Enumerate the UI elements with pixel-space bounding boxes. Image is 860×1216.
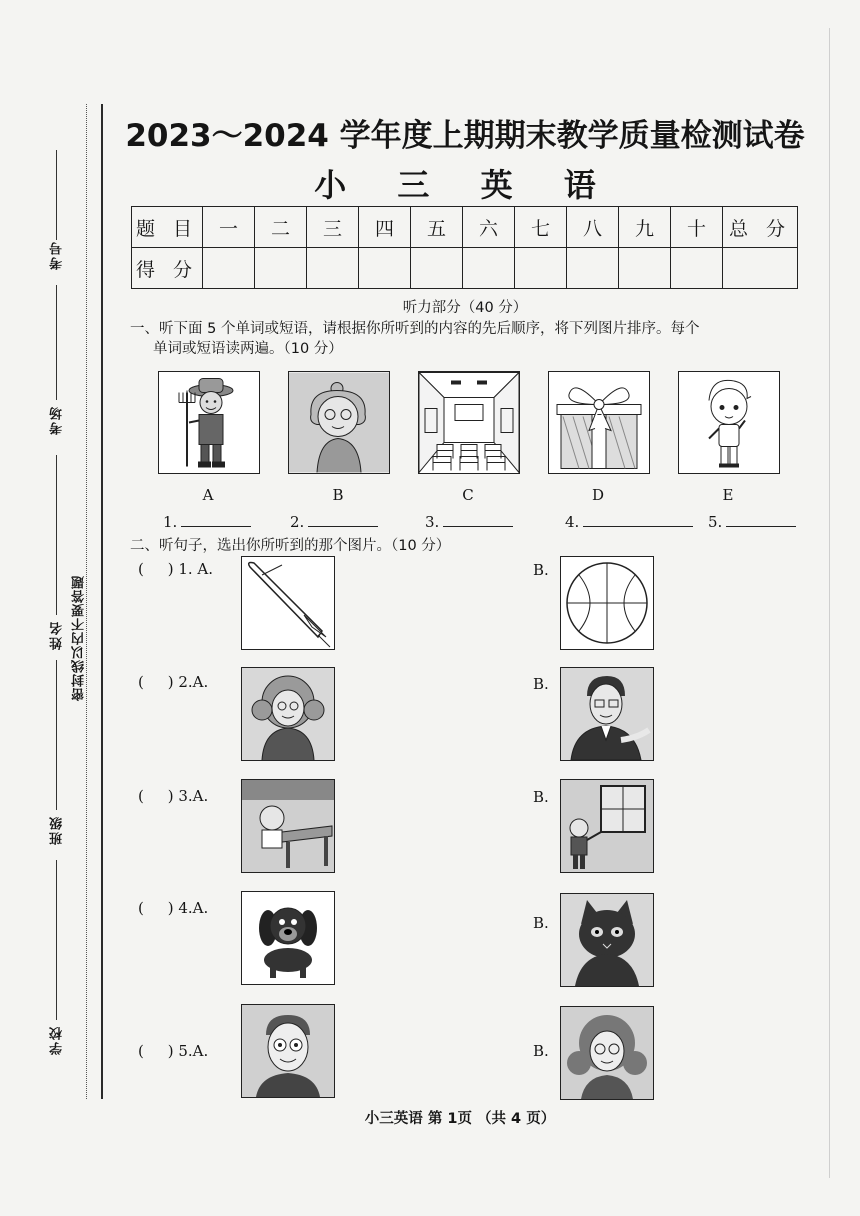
- exam-room-line: [56, 285, 57, 400]
- boy-at-desk-icon[interactable]: [241, 779, 335, 873]
- score-col: 六: [463, 207, 515, 248]
- score-col: 八: [567, 207, 619, 248]
- score-total-cell[interactable]: [723, 248, 798, 289]
- score-cell[interactable]: [463, 248, 515, 289]
- section1-instruction-line2: 单词或短语读两遍。（10 分）: [153, 341, 343, 357]
- score-cell[interactable]: [255, 248, 307, 289]
- score-col: 五: [411, 207, 463, 248]
- farmer-icon: [158, 371, 260, 474]
- order-blank-3[interactable]: 3.: [425, 512, 513, 531]
- score-cell[interactable]: [671, 248, 723, 289]
- boy-icon: [678, 371, 780, 474]
- exam-title: 2023～2024 学年度上期期末教学质量检测试卷: [125, 118, 805, 154]
- order-blank-4[interactable]: 4.: [565, 512, 693, 531]
- score-col: 九: [619, 207, 671, 248]
- score-col: 二: [255, 207, 307, 248]
- page-edge: [829, 28, 830, 1178]
- school-line: [56, 860, 57, 1020]
- grandmother-icon: [288, 371, 390, 474]
- score-cell[interactable]: [567, 248, 619, 289]
- exam-no-line: [56, 150, 57, 240]
- section1-instruction-line1: 一、听下面 5 个单词或短语，请根据你所听到的内容的先后顺序，将下列图片排序。每个: [130, 321, 700, 337]
- name-line: [56, 455, 57, 615]
- score-cell[interactable]: [203, 248, 255, 289]
- class-line: [56, 660, 57, 810]
- question-2-option-b: B.: [533, 675, 549, 693]
- picture-letter-b: B: [332, 486, 344, 504]
- cat-icon[interactable]: [560, 893, 654, 987]
- score-col: 一: [203, 207, 255, 248]
- page-footer: 小三英语 第 1页 （共 4 页）: [364, 1111, 556, 1127]
- binding-line: [101, 104, 103, 1099]
- score-col: 十: [671, 207, 723, 248]
- score-col: 七: [515, 207, 567, 248]
- score-col: 四: [359, 207, 411, 248]
- picture-letter-a: A: [202, 486, 214, 504]
- score-cell[interactable]: [411, 248, 463, 289]
- picture-letter-d: D: [591, 486, 605, 504]
- question-2-label: ( ) 2.A.: [138, 673, 209, 691]
- question-4-label: ( ) 4.A.: [138, 899, 209, 917]
- picture-letter-e: E: [722, 486, 734, 504]
- score-cell[interactable]: [515, 248, 567, 289]
- question-3-option-b: B.: [533, 788, 549, 806]
- score-table: [131, 206, 798, 289]
- woman-icon[interactable]: [241, 667, 335, 761]
- score-row-label: 得 分: [132, 248, 203, 289]
- question-4-option-b: B.: [533, 914, 549, 932]
- question-3-label: ( ) 3.A.: [138, 787, 209, 805]
- score-cell[interactable]: [619, 248, 671, 289]
- exam-subtitle: 小 三 英 语: [314, 166, 616, 204]
- seal-warning: 密封线以内不要答题: [72, 575, 87, 701]
- school-label: 学校: [50, 1025, 65, 1055]
- class-label: 班级: [50, 815, 65, 845]
- pen-icon[interactable]: [241, 556, 335, 650]
- exam-no-label: 考号: [50, 240, 65, 270]
- order-blank-1[interactable]: 1.: [163, 512, 251, 531]
- girl-face-icon[interactable]: [560, 1006, 654, 1100]
- section2-heading: 二、听句子，选出你所听到的那个图片。（10 分）: [130, 538, 451, 554]
- boy-face-icon[interactable]: [241, 1004, 335, 1098]
- question-5-option-b: B.: [533, 1042, 549, 1060]
- question-1-option-b: B.: [533, 561, 549, 579]
- score-cell[interactable]: [359, 248, 411, 289]
- boy-at-window-icon[interactable]: [560, 779, 654, 873]
- picture-letter-c: C: [462, 486, 474, 504]
- score-table-header-label: 题 目: [132, 207, 203, 248]
- gift-box-icon: [548, 371, 650, 474]
- ball-icon[interactable]: [560, 556, 654, 650]
- exam-room-label: 考场: [50, 405, 65, 435]
- score-total-label: 总 分: [723, 207, 798, 248]
- name-label: 姓名: [50, 620, 65, 650]
- dog-icon[interactable]: [241, 891, 335, 985]
- question-1-label: ( ) 1. A.: [138, 560, 213, 578]
- score-cell[interactable]: [307, 248, 359, 289]
- listening-header: 听力部分（40 分）: [402, 300, 528, 316]
- score-col: 三: [307, 207, 359, 248]
- order-blank-5[interactable]: 5.: [708, 512, 796, 531]
- order-blank-2[interactable]: 2.: [290, 512, 378, 531]
- classroom-icon: [418, 371, 520, 474]
- man-icon[interactable]: [560, 667, 654, 761]
- question-5-label: ( ) 5.A.: [138, 1042, 209, 1060]
